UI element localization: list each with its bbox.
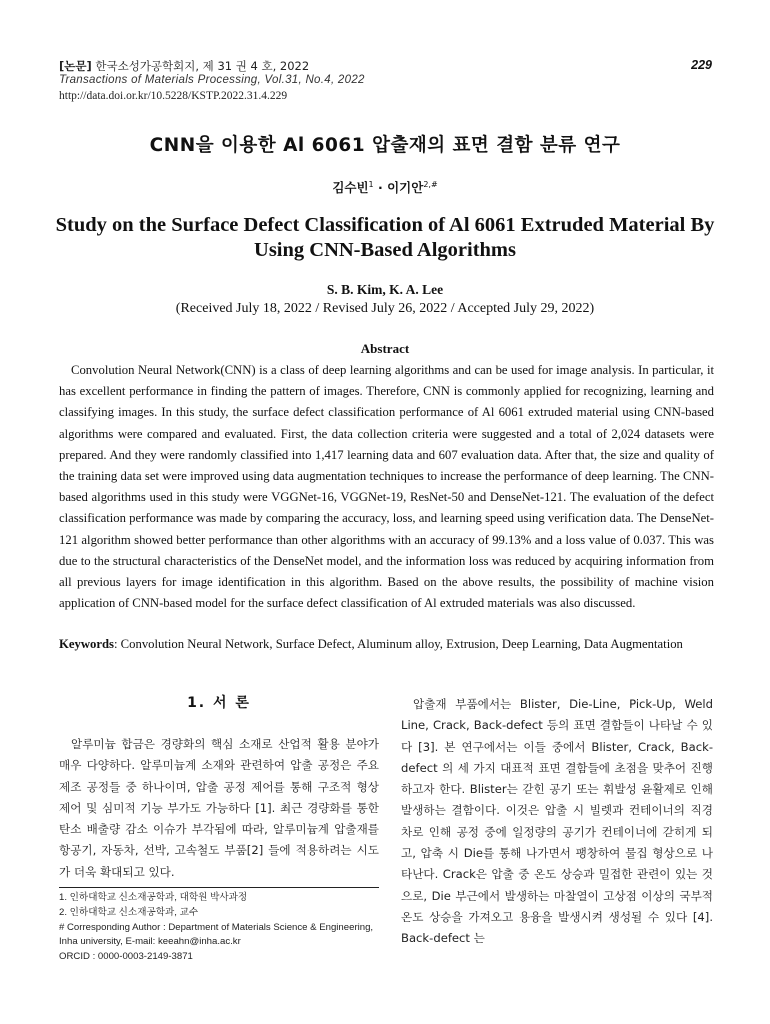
footnotes (59, 891, 379, 965)
keywords (59, 637, 719, 652)
keywords-label: Keywords (59, 637, 114, 651)
journal-header-ko (59, 58, 309, 74)
author-1: 김수빈 (332, 180, 369, 195)
intro-right-column: 압출재 부품에서는 Blister, Die-Line, Pick-Up, Weld Line, Crack, Back-defect 등의 표면 결함들이 나타날 수 있다 [3]. 본 연구에서는 이들 중에서 Blister, Crack, Back-defect 의 세 가지 대표적 표면 결함들에 초점을 맞추어 진행하고자 한다. Blister는 갇힌 공기 또는 휘발성 윤활제로 인해 발생하는 결함이다. 이것은 압출 시 빌렛과 컨테이너의 직경 차로 인해 공정 중에 일정량의 공기가 컨테이너에 갇히게 되고, 압축 시 Die를 통해 나가면서 팽창하여 물집 형상으로 나타난다. Crack은 압출 중 온도 상승과 밀접한 관련이 있는 것으로, Die 부근에서 발생하는 마찰열이 고상점 이상의 국부적 온도 상승을 가져오고 용융을 발생시켜 생성될 수 있다 [4]. Back-defect 는 (401, 697, 713, 946)
abstract-body: Convolution Neural Network(CNN) is a class of deep learning algorithms and can be used for image analysis. In particular, it has excellent performance in finding the pattern of images. Therefore, CNN is commonly applied for recognizing, learning and classifying images. In this study, the surface defect classification performance of Al 6061 extruded material using CNN-based algorithms were compared and evaluated. First, the data collection criteria were suggested and a total of 2,024 datasets were prepared. And they were randomly classified into 1,417 learning data and 607 evaluation data. After that, the size and quality of the training data set were improved using data augmentation techniques to increase the performance of deep learning. The CNN-based algorithms used in this study were VGGNet-16, VGGNet-19, ResNet-50 and DenseNet-121. The evaluation of the defect classification performance was made by comparing the accuracy, loss, and learning speed using verification data. The DenseNet-121 algorithm showed better performance than other algorithms with an accuracy of 99.13% and a loss value of 0.037. This was due to the structural characteristics of the DenseNet model, and the information loss was reduced by acquiring information from all previous layers for image identification in this algorithm. Based on the above results, the possibility of machine vision application of CNN-based model for the surface defect classification of Al extruded materials was also discussed. (59, 363, 714, 611)
submission-dates: (Received July 18, 2022 / Revised July 26, 2022 / Accepted July 29, 2022) (175, 301, 595, 316)
authors-english: S. B. Kim, K. A. Lee (326, 282, 444, 297)
footnote-divider (59, 887, 379, 888)
doi-link[interactable]: http://data.doi.or.kr/10.5228/KSTP.2022.31.4.229 (59, 90, 288, 102)
journal-name-ko: 한국소성가공학회지, 제 31 권 4 호, 2022 (91, 59, 310, 73)
intro-left-column: 알루미늄 합금은 경량화의 핵심 소재로 산업적 활용 분야가 매우 다양하다. 알루미늄계 소재와 관련하여 압출 공정은 주요 제조 공정들 중 하나이며, 압출 공정 제어를 통해 구조적 형상 제어 및 심미적 기능 부가도 가능하다 [1]. 최근 경량화를 통한 탄소 배출량 감소 이슈가 부각됨에 따라, 알루미늄계 압출재를 항공기, 자동차, 선박, 고속철도 부품[2] 들에 적용하려는 시도가 더욱 확대되고 있다. (59, 737, 379, 879)
footnote-affiliation-2: 2. 인하대학교 신소재공학과, 교수 (59, 906, 199, 918)
article-category: [논문] (59, 59, 92, 73)
author-2: 이기안 (387, 180, 424, 195)
author-separator: · (373, 180, 388, 195)
footnote-corresponding-author: # Corresponding Author : Department of Materials Science & Engineering, (59, 921, 374, 933)
footnote-orcid: ORCID : 0000-0003-2149-3871 (59, 951, 193, 963)
authors-korean (0, 178, 770, 196)
abstract-heading: Abstract (360, 341, 410, 356)
keywords-list: : Convolution Neural Network, Surface Defect, Aluminum alloy, Extrusion, Deep Learning, Data Augmentation (113, 637, 683, 651)
footnote-affiliation-1: 1. 인하대학교 신소재공학과, 대학원 박사과정 (59, 892, 248, 903)
title-english: Study on the Surface Defect Classification of Al 6061 Extruded Material By Using CNN-Based Algorithms (55, 214, 715, 261)
author-2-affiliation: 2,# (423, 179, 438, 189)
journal-header-en: Transactions of Materials Processing, Vol.31, No.4, 2022 (59, 74, 365, 86)
page-number: 229 (691, 58, 712, 72)
section-heading-introduction: 1. 서 론 (187, 695, 251, 711)
footnote-email: Inha university, E-mail: keeahn@inha.ac.kr (59, 936, 241, 948)
title-korean: CNN을 이용한 Al 6061 압출재의 표면 결함 분류 연구 (149, 135, 621, 156)
author-1-affiliation: 1 (368, 179, 374, 189)
